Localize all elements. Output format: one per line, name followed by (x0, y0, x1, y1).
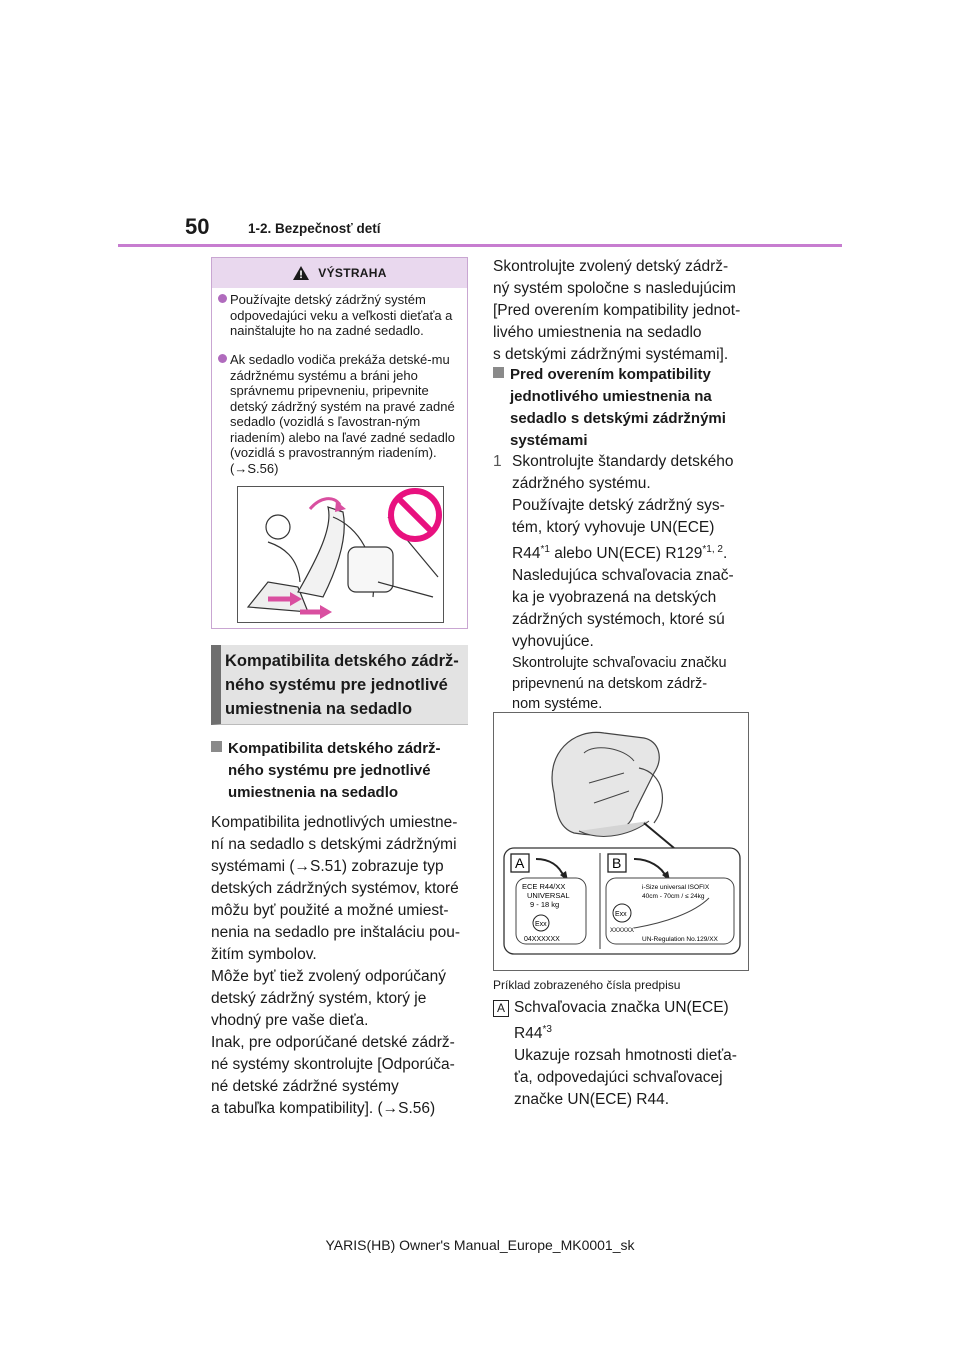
subheading-line: umiestnenia na sedadlo (228, 784, 399, 801)
figure-caption: Príklad zobrazeného čísla predpisu (493, 978, 681, 992)
body-line: né systémy skontrolujte [Odporúča- (211, 1056, 455, 1073)
left-subheading (211, 738, 471, 804)
right-subheading (493, 364, 755, 452)
svg-text:A: A (515, 855, 525, 871)
body-line: ný systém spoločne s nasledujúcim (493, 280, 736, 297)
square-bullet-icon (211, 741, 222, 752)
step-line: Skontrolujte štandardy detského (512, 453, 734, 470)
child-seat-illustration (552, 732, 674, 848)
footer-manual-id: YARIS(HB) Owner's Manual_Europe_MK0001_sk (325, 1237, 635, 1253)
step-note (512, 653, 757, 715)
step-number: 1 (493, 453, 502, 470)
note-line: Skontrolujte schvaľovaciu značku (512, 655, 727, 672)
r44-label: R44 (514, 1025, 543, 1043)
warning-title: VÝSTRAHA (318, 266, 387, 280)
body-line: detský zádržný systém, ktorý je (211, 990, 427, 1007)
section-title: 1-2. Bezpečnosť detí (248, 221, 381, 236)
body-line: vhodný pre vaše dieťa. (211, 1012, 369, 1029)
warning-item (218, 352, 461, 476)
warning-box (211, 257, 468, 629)
subheading-line: jednotlivého umiestnenia na (510, 388, 712, 405)
item-a-title: Schvaľovacia značka UN(ECE) (514, 999, 729, 1016)
svg-text:UN-Regulation No.129/XX: UN-Regulation No.129/XX (642, 936, 718, 943)
warning-illustration (237, 486, 444, 623)
warning-header (212, 258, 467, 288)
body-line: [Pred overením kompatibility jednot- (493, 302, 741, 319)
item-a-text (514, 997, 759, 1111)
body-line: Inak, pre odporúčané detské zádrž- (211, 1034, 455, 1051)
right-intro-text (493, 256, 755, 366)
body-line: livého umiestnenia na sedadlo (493, 324, 702, 341)
svg-text:XXXXXX: XXXXXX (610, 928, 635, 934)
body-line: Môže byť tiež zvolený odporúčaný (211, 968, 446, 985)
subheading-line: systémami (510, 432, 588, 449)
body-line: Skontrolujte zvolený detský zádrž- (493, 258, 729, 275)
body-line: né detské zádržné systémy (211, 1078, 399, 1095)
footnote-ref: *1, 2 (702, 544, 723, 555)
item-a-line: značke UN(ECE) R44. (514, 1091, 670, 1109)
page-number: 50 (185, 214, 210, 239)
heading-line: Kompatibilita detského zádrž- (225, 652, 459, 670)
step-line: ka je vyobrazená na detských (512, 589, 717, 607)
note-line: nom systéme. (512, 696, 603, 713)
step-line-r44 (512, 539, 757, 565)
subheading-line: sedadlo s detskými zádržnými (510, 410, 726, 427)
warning-item (218, 292, 461, 339)
header-rule (118, 244, 842, 247)
step-text (512, 451, 757, 715)
section-heading (225, 649, 465, 721)
step-line: Používajte detský zádržný sys- (512, 497, 725, 514)
footnote-ref: *3 (542, 1024, 552, 1035)
body-line: nenia na sedadlo pre inštaláciu pou- (211, 924, 461, 941)
body-line: s detskými zádržnými systémami]. (493, 346, 729, 363)
warning-triangle-icon (292, 265, 310, 281)
item-a-letter: A (493, 1000, 509, 1017)
heading-line: ného systému pre jednotlivé (225, 676, 448, 694)
body-line: Kompatibilita jednotlivých umiestne- (211, 814, 458, 831)
body-line: detských zádržných systémov, ktoré (211, 880, 459, 897)
svg-text:04XXXXXX: 04XXXXXX (524, 936, 560, 943)
item-a-line: ťa, odpovedajúci schvaľovacej (514, 1069, 723, 1087)
step-line-mid: alebo UN(ECE) R129 (549, 545, 703, 563)
heading-line: umiestnenia na sedadlo (225, 700, 413, 718)
square-bullet-icon (493, 367, 504, 378)
step-line: tém, ktorý vyhovuje UN(ECE) (512, 519, 715, 536)
svg-text:UNIVERSAL: UNIVERSAL (527, 891, 570, 900)
footnote-ref: *1 (540, 544, 550, 555)
section-heading-bar (211, 645, 468, 725)
svg-text:B: B (612, 855, 622, 871)
svg-text:Exx: Exx (615, 911, 627, 918)
step-line: zádržných systémoch, ktoré sú (512, 611, 725, 629)
subheading-line: ného systému pre jednotlivé (228, 762, 431, 779)
body-line: žitím symbolov. (211, 946, 317, 963)
note-line: pripevnenú na detskom zádrž- (512, 675, 708, 692)
svg-text:40cm - 70cm / ≤ 24kg: 40cm - 70cm / ≤ 24kg (642, 893, 705, 900)
subheading-line: Kompatibilita detského zádrž- (228, 740, 441, 757)
body-line: ní na sedadlo s detskými zádržnými (211, 836, 457, 853)
item-a-line: Ukazuje rozsah hmotnosti dieťa- (514, 1047, 737, 1065)
subheading-line: Pred overením kompatibility (510, 366, 711, 383)
warning-item-text: Ak sedadlo vodiča prekáža detské-mu zádržnému systému a bráni jeho správnemu pripevneniu, pripevnite detský zádržný systém na pravé zadné sedadlo (vozidlá s ľavostran-ným riadením) alebo na ľavé zadné sedadlo (vozidlá s pravostranným riadením). (→S.56) (230, 352, 455, 476)
body-line: systémami (→S.51) zobrazuje typ (211, 858, 444, 875)
bullet-icon (218, 294, 227, 303)
svg-text:i-Size universal ISOFIX: i-Size universal ISOFIX (642, 884, 710, 891)
svg-text:9 - 18 kg: 9 - 18 kg (530, 900, 560, 909)
approval-label-figure (493, 712, 749, 971)
r44-label: R44 (512, 545, 541, 563)
warning-item-text: Používajte detský zádržný systém odpovedajúci veku a veľkosti dieťaťa a nainštalujte ho na zadné sedadlo. (230, 292, 453, 338)
left-body-text (211, 812, 473, 1120)
step-line: zádržného systému. (512, 475, 651, 492)
svg-text:ECE R44/XX: ECE R44/XX (522, 882, 566, 891)
svg-text:Exx: Exx (535, 921, 547, 928)
step-line: Nasledujúca schvaľovacia znač- (512, 567, 734, 585)
body-line: a tabuľka kompatibility]. (→S.56) (211, 1100, 436, 1117)
bullet-icon (218, 354, 227, 363)
step-line-end: . (722, 545, 728, 563)
step-line: vyhovujúce. (512, 633, 594, 651)
body-line: môžu byť použité a možné umiest- (211, 902, 449, 919)
